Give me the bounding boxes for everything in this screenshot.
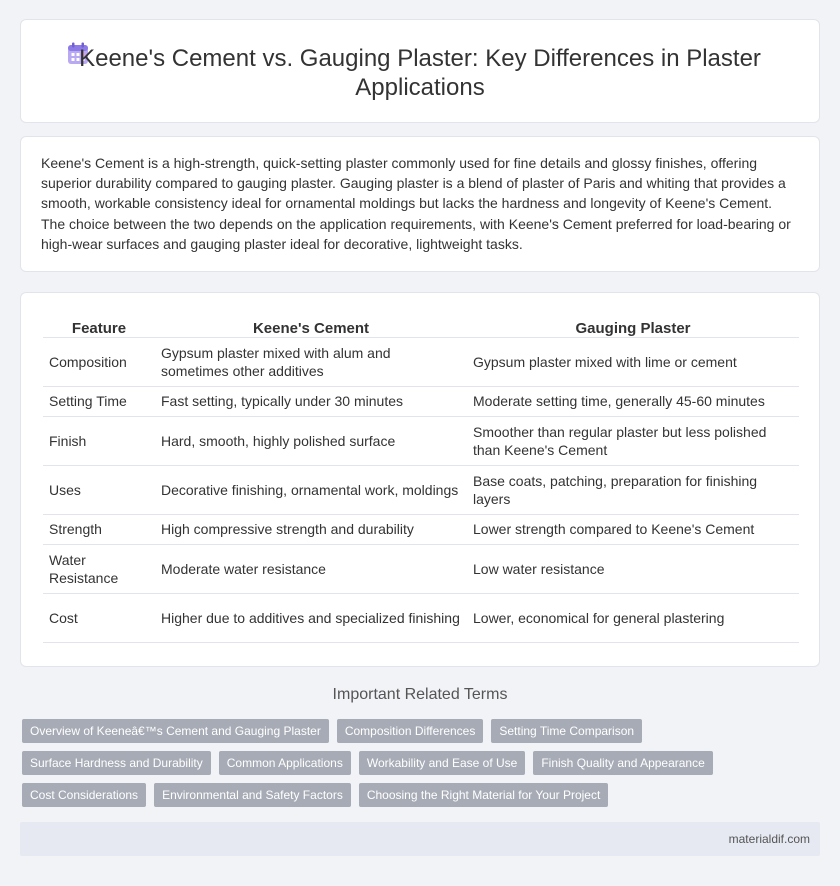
footer [20, 822, 820, 856]
tag-common-applications[interactable]: Common Applications [219, 751, 351, 775]
tag-finish-quality[interactable]: Finish Quality and Appearance [533, 751, 712, 775]
table-row [43, 465, 799, 514]
table-cell: Moderate water resistance [155, 544, 467, 593]
table-cell: Composition [43, 337, 155, 386]
table-cell: Setting Time [43, 386, 155, 416]
table-cell: Finish [43, 416, 155, 465]
tag-composition[interactable]: Composition Differences [337, 719, 484, 743]
related-terms-title: Important Related Terms [332, 686, 508, 703]
table-row [43, 544, 799, 593]
tag-row [22, 719, 802, 743]
table-cell: Water Resistance [43, 544, 155, 593]
table-cell: Gypsum plaster mixed with alum and sometimes other additives [155, 337, 467, 386]
table-row [43, 337, 799, 386]
comparison-table-card [20, 292, 820, 667]
table-cell: High compressive strength and durability [155, 514, 467, 544]
header-gauging-plaster: Gauging Plaster [467, 315, 799, 337]
table-cell: Higher due to additives and specialized finishing [155, 593, 467, 642]
table-cell: Hard, smooth, highly polished surface [155, 416, 467, 465]
table-cell: Fast setting, typically under 30 minutes [155, 386, 467, 416]
table-cell: Lower strength compared to Keene's Cement [467, 514, 799, 544]
tag-environmental[interactable]: Environmental and Safety Factors [154, 783, 351, 807]
table-cell: Decorative finishing, ornamental work, moldings [155, 465, 467, 514]
table-cell: Cost [43, 593, 155, 642]
table-cell: Moderate setting time, generally 45-60 minutes [467, 386, 799, 416]
header-card [20, 19, 820, 123]
table-row [43, 514, 799, 544]
table-cell: Gypsum plaster mixed with lime or cement [467, 337, 799, 386]
table-row [43, 593, 799, 642]
tag-cost[interactable]: Cost Considerations [22, 783, 146, 807]
page-title: Keene's Cement vs. Gauging Plaster: Key Differences in Plaster Applications [79, 45, 761, 101]
comparison-table [43, 315, 799, 643]
table-cell: Uses [43, 465, 155, 514]
table-row [43, 416, 799, 465]
related-terms-tags [22, 719, 802, 815]
table-cell: Smoother than regular plaster but less polished than Keene's Cement [467, 416, 799, 465]
table-cell: Lower, economical for general plastering [467, 593, 799, 642]
tag-surface-hardness[interactable]: Surface Hardness and Durability [22, 751, 211, 775]
intro-paragraph: Keene's Cement is a high-strength, quick-setting plaster commonly used for fine details and glossy finishes, offering superior durability compared to gauging plaster. Gauging plaster is a blend of plaster of Paris and whiting that provides a smooth, workable consistency ideal for ornamental moldings but lacks the hardness and longevity of Keene's Cement. The choice between the two depends on the application requirements, with Keene's Cement preferred for load-bearing or high-wear surfaces and gauging plaster ideal for decorative, lightweight tasks. [41, 155, 791, 252]
tag-choosing-material[interactable]: Choosing the Right Material for Your Project [359, 783, 608, 807]
table-header-row [43, 315, 799, 337]
header-keenes-cement: Keene's Cement [155, 315, 467, 337]
table-cell: Base coats, patching, preparation for finishing layers [467, 465, 799, 514]
table-cell: Strength [43, 514, 155, 544]
tag-overview[interactable]: Overview of Keeneâ€™s Cement and Gauging Plaster [22, 719, 329, 743]
tag-row [22, 751, 802, 775]
header-feature: Feature [43, 315, 155, 337]
footer-site[interactable]: materialdif.com [728, 832, 810, 846]
table-row [43, 386, 799, 416]
tag-row [22, 783, 802, 807]
table-cell: Low water resistance [467, 544, 799, 593]
tag-workability[interactable]: Workability and Ease of Use [359, 751, 526, 775]
tag-setting-time[interactable]: Setting Time Comparison [491, 719, 642, 743]
intro-card [20, 136, 820, 272]
